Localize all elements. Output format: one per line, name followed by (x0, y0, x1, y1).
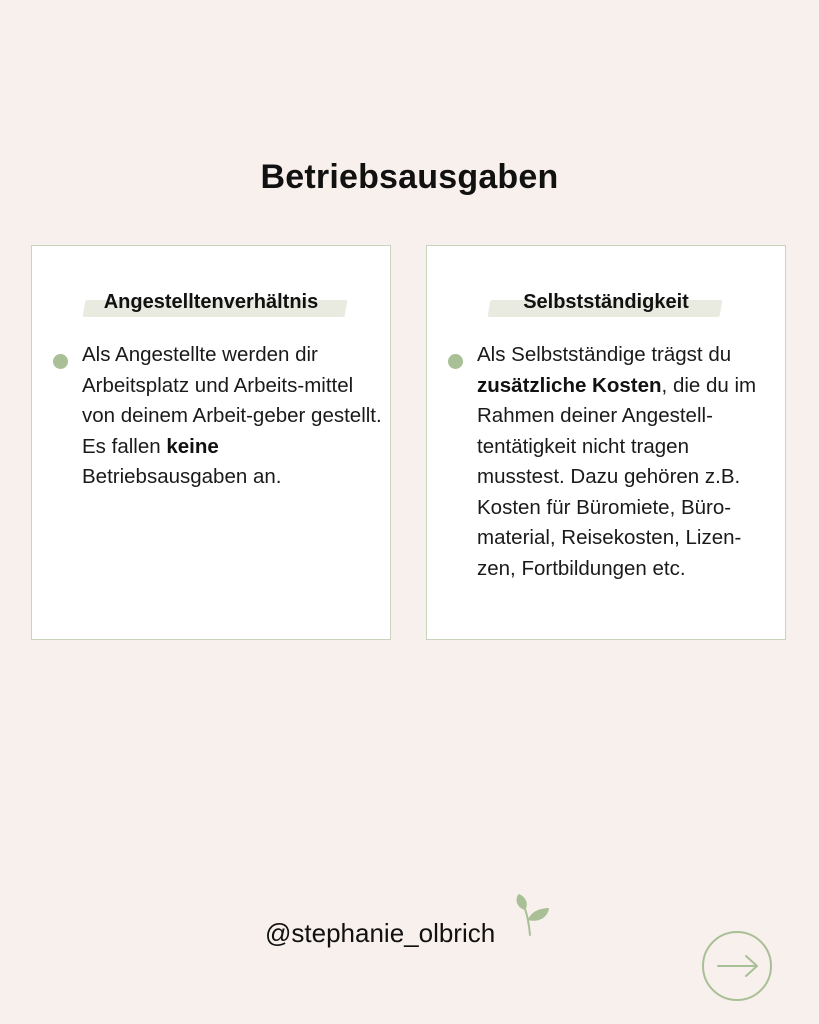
card-heading: Angestelltenverhältnis (103, 291, 319, 313)
bullet-dot (448, 354, 463, 369)
card-self-employment (426, 245, 786, 640)
card-text-part: , die du im Rahmen deiner Angestell-tentätigkeit nicht tragen musstest. Dazu gehören z.B. Kosten für Büromiete, Büro-material, Reisekosten, Lizen-zen, Fortbildungen etc. (477, 373, 757, 580)
card-text-part: Betriebsausgaben an. (82, 465, 282, 488)
card-text (82, 340, 382, 493)
next-button[interactable] (702, 931, 772, 1001)
card-text-part: Als Angestellte werden dir Arbeitsplatz und Arbeits-mittel von deinem Arbeit-geber gestellt. Es fallen (82, 343, 382, 458)
bullet-dot (53, 354, 68, 369)
card-text-bold: keine (166, 434, 219, 458)
leaf-icon (511, 893, 553, 937)
card-employment (31, 245, 391, 640)
card-heading: Selbstständigkeit (523, 291, 689, 313)
instagram-handle[interactable]: @stephanie_olbrich (265, 918, 496, 948)
card-text-part: Als Selbstständige trägst du (477, 343, 732, 366)
card-text (477, 340, 777, 584)
card-text-bold: zusätzliche Kosten (477, 373, 662, 397)
page-title: Betriebsausgaben (260, 158, 559, 196)
arrow-right-icon (704, 933, 770, 999)
